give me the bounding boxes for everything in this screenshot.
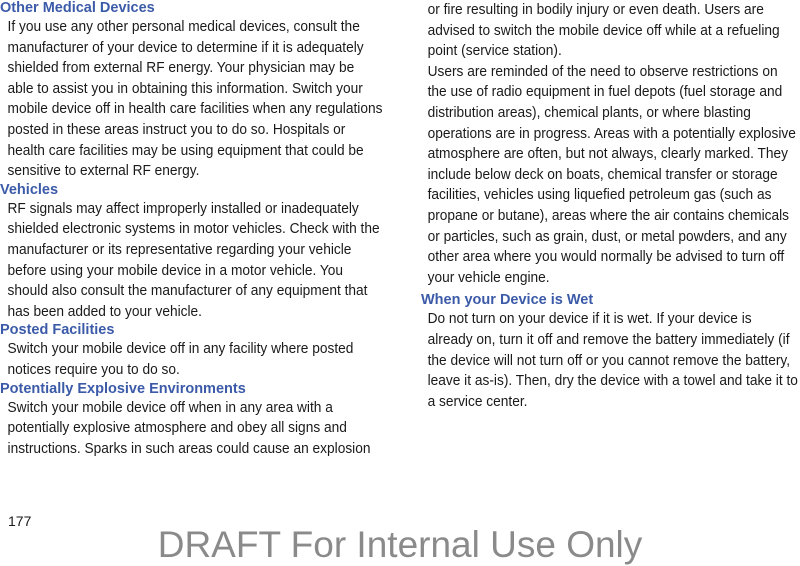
paragraph-refueling-continued: or fire resulting in bodily injury or even death. Users are advised to switch the mobile device off while at a refueling point (service station). (427, 2, 780, 60)
page-number: 177 (8, 513, 32, 529)
heading-vehicles: Vehicles (0, 181, 59, 198)
heading-other-medical-devices: Other Medical Devices (0, 0, 155, 16)
heading-when-device-is-wet: When your Device is Wet (421, 292, 594, 309)
paragraph-other-medical-devices: If you use any other personal medical devices, consult the manufacturer of your device to determine if it is adequately shielded from external RF energy. Your physician may be able to assist you in obtaining this information. Switch your mobile device off in health care facilities when any regulations posted in these areas instruct you to do so. Hospitals or health care facilities may be using equipment that could be sensitive to external RF energy. (7, 19, 383, 180)
paragraph-when-device-is-wet: Do not turn on your device if it is wet. If your device is already on, turn it off and remove the battery immediately (if the device will not turn off or you cannot remove the battery, leave it as-is). Then, dry the device with a towel and take it to a service center. (427, 311, 798, 410)
heading-posted-facilities: Posted Facilities (0, 322, 115, 339)
paragraph-potentially-explosive-environments: Switch your mobile device off when in any area with a potentially explosive atmosphere and obey all signs and instructions. Sparks in such areas could cause an explosion (7, 399, 371, 457)
paragraph-posted-facilities: Switch your mobile device off in any facility where posted notices require you to do so. (7, 341, 354, 378)
left-column (0, 0, 383, 459)
draft-watermark: DRAFT For Internal Use Only (157, 524, 643, 565)
right-column (421, 0, 800, 412)
paragraph-vehicles: RF signals may affect improperly installed or inadequately shielded electronic systems in motor vehicles. Check with the manufacturer or its representative regarding your vehicle before using your mobile device in a motor vehicle. You should also consult the manufacturer of any equipment that has been added to your vehicle. (7, 200, 380, 320)
paragraph-radio-restrictions: Users are reminded of the need to observe restrictions on the use of radio equipment in fuel depots (fuel storage and distribution areas), chemical plants, or where blasting operations are in progress. Areas with a potentially explosive atmosphere are often, but not always, clearly marked. They include below deck on boats, chemical transfer or storage facilities, vehicles using liquefied petroleum gas (such as propane or butane), areas where the air contains chemicals or particles, such as grain, dust, or metal powders, and any other area where you would normally be advised to turn off your vehicle engine. (427, 63, 796, 286)
heading-potentially-explosive-environments: Potentially Explosive Environments (0, 380, 246, 397)
